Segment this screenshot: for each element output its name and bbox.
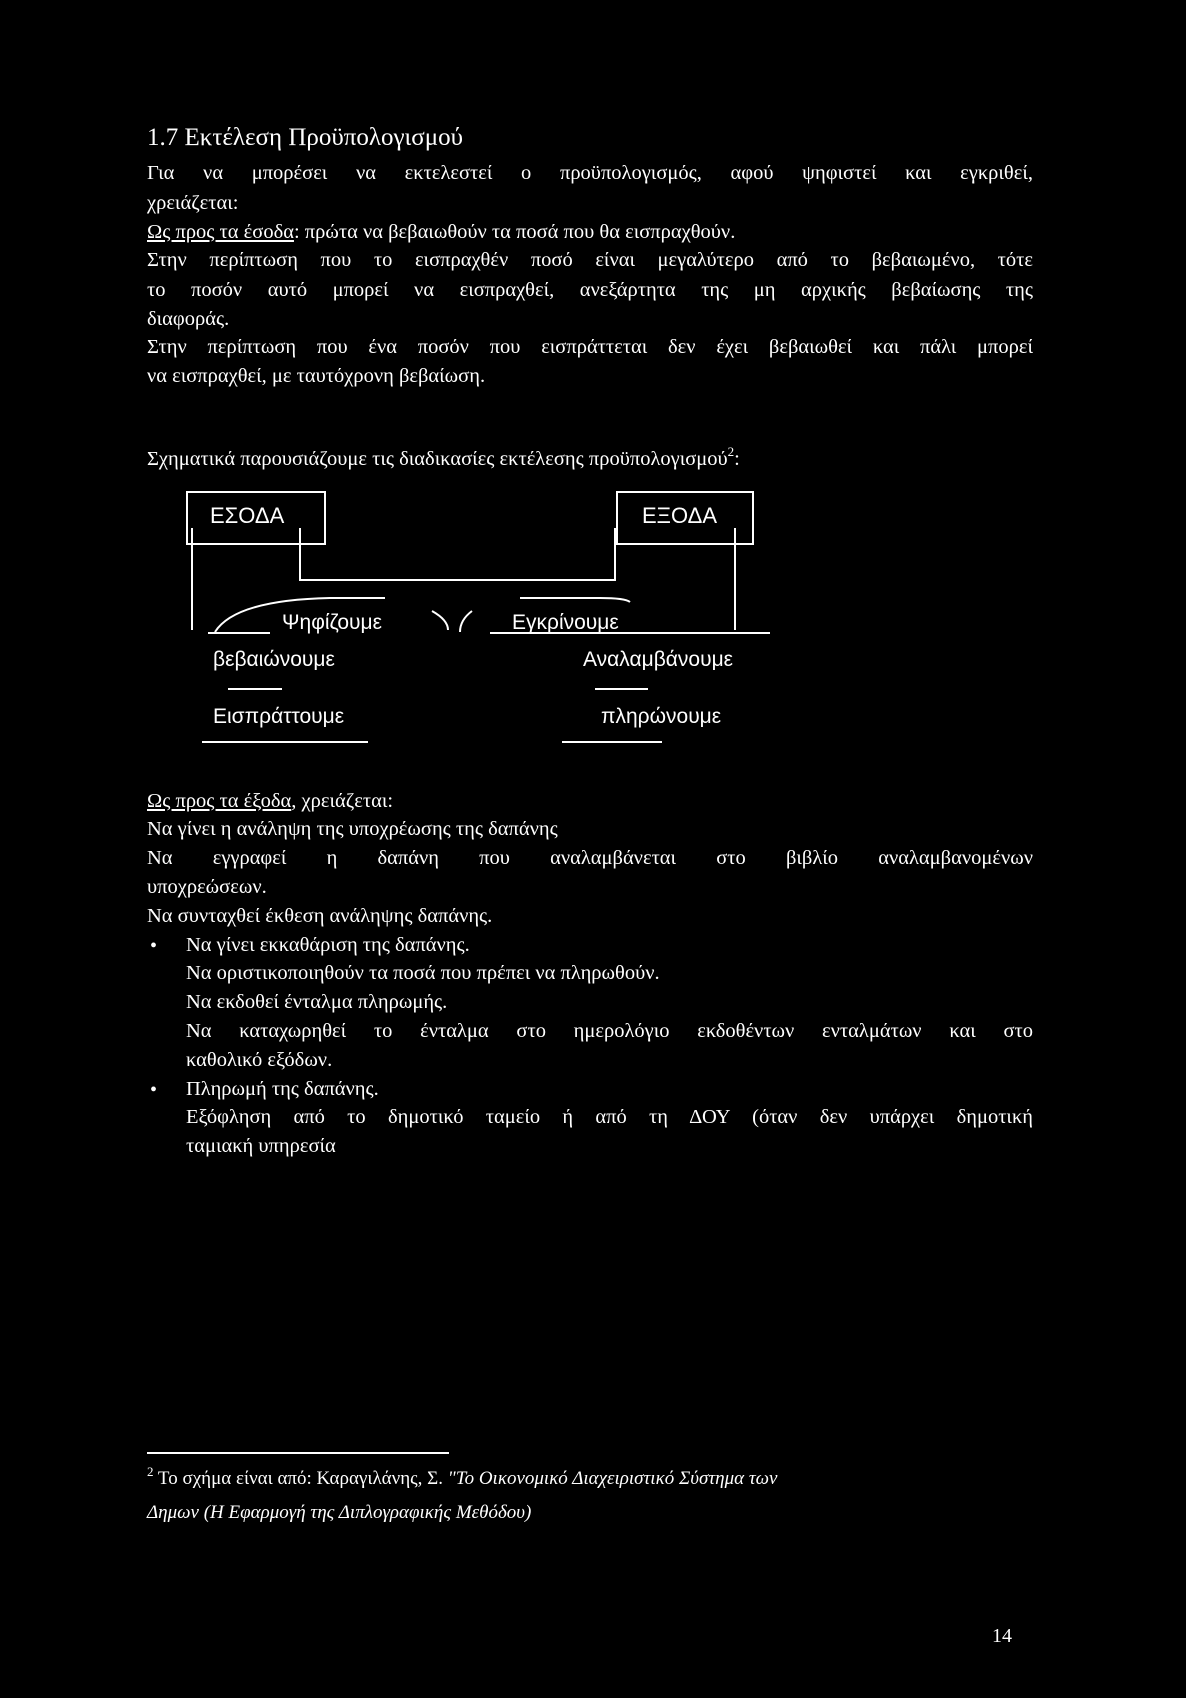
bullet-marker-2: •: [150, 1079, 158, 1101]
schema-footnote-mark: 2: [727, 444, 735, 459]
revenue-p2-line-2: να εισπραχθεί, με ταυτόχρονη βεβαίωση.: [147, 365, 486, 387]
bullet-2-line-2: ταμιακή υπηρεσία: [186, 1135, 336, 1157]
box-revenue-label: ΕΣΟΔΑ: [210, 503, 285, 528]
revenue-p1-line-1: Στην περίπτωση που το εισπραχθέν ποσό είναι μεγαλύτερο από το βεβαιωμένο, τότε: [147, 249, 1033, 271]
revenue-first-step: : πρώτα να βεβαιωθούν τα ποσά που θα εισπραχθούν.: [293, 221, 736, 243]
bullet-1: Να γίνει εκκαθάριση της δαπάνης.: [186, 934, 470, 956]
section-heading: 1.7 Εκτέλεση Προϋπολογισμού: [147, 124, 464, 151]
bullet-1-line-2: Να εκδοθεί ένταλμα πληρωμής.: [186, 991, 448, 1013]
bullet-1-line-3b: καθολικό εξόδων.: [186, 1049, 333, 1071]
arc-right: [520, 598, 630, 602]
bullet-1-line-3: Να καταχωρηθεί το ένταλμα στο ημερολόγιο εκδοθέντων ενταλμάτων και στο: [186, 1020, 1033, 1042]
revenue-p1-line-2: το ποσόν αυτό μπορεί να εισπραχθεί, ανεξάρτητα της μη αρχικής βεβαίωσης της: [147, 279, 1033, 301]
expenses-line-2b: υποχρεώσεων.: [147, 876, 267, 898]
expenses-intro-line: [147, 791, 393, 812]
footnote-mark: 2: [147, 1464, 154, 1479]
connector-center-bracket: [300, 528, 615, 580]
footnote-line-1: [147, 1464, 778, 1489]
paren-left: [432, 611, 448, 630]
page-number: 14: [992, 1625, 1012, 1647]
footnote-title-2: Δημων (Η Εφαρμογή της Διπλογραφικής Μεθόδου): [147, 1502, 532, 1523]
diagram-right-step-2: πληρώνουμε: [601, 705, 722, 728]
expenses-line-1: Να γίνει η ανάληψη της υποχρέωσης της δαπάνης: [147, 818, 558, 840]
footnote-title-1: "Το Οικονομικό Διαχειριστικό Σύστημα των: [447, 1468, 778, 1489]
schema-intro-line: [147, 444, 740, 470]
diagram-left-step-2: Εισπράττουμε: [213, 705, 345, 728]
diagram-approve: Εγκρίνουμε: [512, 611, 619, 634]
expenses-label: Ως προς τα έξοδα: [147, 790, 292, 812]
footnote-separator: [147, 1452, 449, 1454]
intro-line-1: Για να μπορέσει να εκτελεστεί ο προϋπολογισμός, αφού ψηφιστεί και εγκριθεί,: [147, 162, 1033, 184]
bullet-2-line-1: Εξόφληση από το δημοτικό ταμείο ή από τη ΔΟΥ (όταν δεν υπάρχει δημοτική: [186, 1106, 1033, 1128]
revenue-p1-line-3: διαφοράς.: [147, 308, 230, 330]
revenue-label: Ως προς τα έσοδα: [147, 221, 294, 243]
schema-colon: :: [734, 448, 740, 470]
bullet-marker-1: •: [150, 935, 158, 957]
expenses-needs: , χρειάζεται:: [291, 790, 394, 812]
footnote-prefix: Το σχήμα είναι από: Καραγιλάνης, Σ.: [157, 1468, 448, 1489]
bullet-2: Πληρωμή της δαπάνης.: [186, 1078, 379, 1100]
intro-line-2: χρειάζεται:: [147, 192, 239, 214]
paren-right: [460, 611, 472, 632]
diagram-right-step-1: Αναλαμβάνουμε: [583, 648, 734, 671]
bullet-1-line-1: Να οριστικοποιηθούν τα ποσά που πρέπει να πληρωθούν.: [186, 962, 660, 984]
box-expenses-label: ΕΞΟΔΑ: [642, 503, 717, 528]
schema-intro: Σχηματικά παρουσιάζουμε τις διαδικασίες εκτέλεσης προϋπολογισμού: [147, 448, 728, 470]
expenses-line-3: Να συνταχθεί έκθεση ανάληψης δαπάνης.: [147, 905, 493, 927]
expenses-line-2: Να εγγραφεί η δαπάνη που αναλαμβάνεται στο βιβλίο αναλαμβανομένων: [147, 847, 1033, 869]
diagram-left-step-1: βεβαιώνουμε: [213, 648, 335, 671]
diagram-vote: Ψηφίζουμε: [282, 611, 382, 634]
revenue-p2-line-1: Στην περίπτωση που ένα ποσόν που εισπράττεται δεν έχει βεβαιωθεί και πάλι μπορεί: [147, 336, 1033, 358]
revenue-first-step-line: [147, 222, 735, 243]
